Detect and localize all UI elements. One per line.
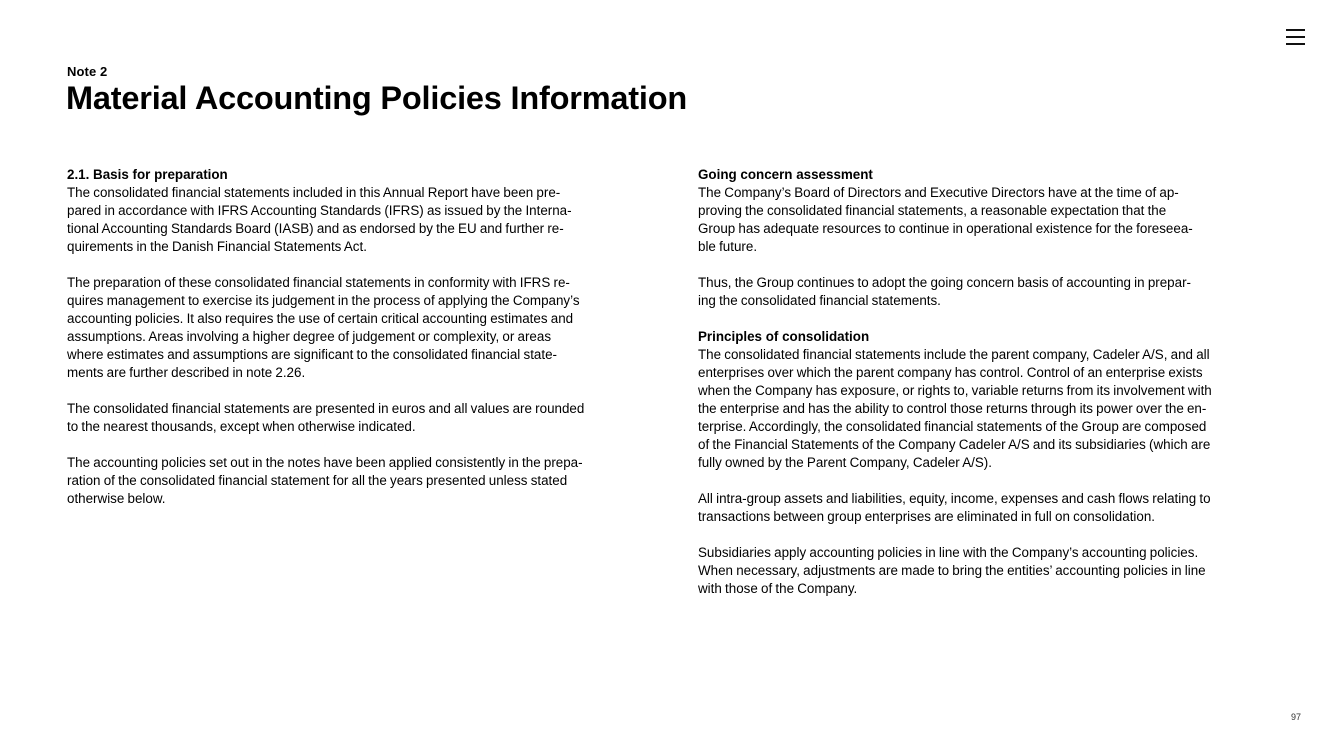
menu-line <box>1286 36 1305 38</box>
paragraph: The consolidated financial statements included in this Annual Report have been pre- pared in accordance with IFRS Accounting Standards (IFRS) as issued by the Interna- tional Accounting Standards Board (IASB) and as endorsed by the EU and further re- quirements in the Danish Financial Statements Act. <box>67 185 572 254</box>
hamburger-menu-icon[interactable] <box>1283 26 1309 48</box>
paragraph: The Company’s Board of Directors and Executive Directors have at the time of ap- proving the consolidated financial statements, a reasonable expectation that the Group has adequate resources to continue in operational existence for the foreseea- ble future. <box>698 185 1193 254</box>
right-column <box>698 166 1264 616</box>
page-number: 97 <box>1291 712 1302 722</box>
paragraph: The preparation of these consolidated financial statements in conformity with IFRS re- quires management to exercise its judgement in the process of applying the Company’s accounting policies. It also requires the use of certain critical accounting estimates and assumptions. Areas involving a higher degree of judgement or complexity, or areas where estimates and assumptions are significant to the consolidated financial state- ments are further described in note 2.26. <box>67 275 580 380</box>
menu-line <box>1286 29 1305 31</box>
paragraph: All intra-group assets and liabilities, equity, income, expenses and cash flows relating to transactions between group enterprises are eliminated in full on consolidation. <box>698 491 1211 524</box>
menu-line <box>1286 43 1305 45</box>
page-title: Material Accounting Policies Information <box>66 80 688 116</box>
paragraph: The consolidated financial statements are presented in euros and all values are rounded to the nearest thousands, except when otherwise indicated. <box>67 401 585 434</box>
paragraph: The accounting policies set out in the notes have been applied consistently in the prepa- ration of the consolidated financial statement for all the years presented unless stated otherwise below. <box>67 455 583 506</box>
section-heading-principles-of-consolidation: Principles of consolidation <box>698 329 870 344</box>
section-heading-basis-for-preparation: 2.1. Basis for preparation <box>67 167 228 182</box>
note-label: Note 2 <box>67 64 108 79</box>
paragraph: Thus, the Group continues to adopt the going concern basis of accounting in prepar- ing the consolidated financial statements. <box>698 275 1191 308</box>
left-column <box>67 166 633 526</box>
section-heading-going-concern: Going concern assessment <box>698 167 873 182</box>
paragraph: The consolidated financial statements include the parent company, Cadeler A/S, and all enterprises over which the parent company has control. Control of an enterprise exists when the Company has exposure, or rights to, variable returns from its involvement with the enterprise and has the ability to control those returns through its power over the en- terprise. Accordingly, the consolidated financial statements of the Group are composed of the Financial Statements of the Company Cadeler A/S and its subsidiaries (which are fully owned by the Parent Company, Cadeler A/S). <box>698 347 1212 470</box>
paragraph: Subsidiaries apply accounting policies in line with the Company’s accounting policies. When necessary, adjustments are made to bring the entities’ accounting policies in line with those of the Company. <box>698 545 1206 596</box>
